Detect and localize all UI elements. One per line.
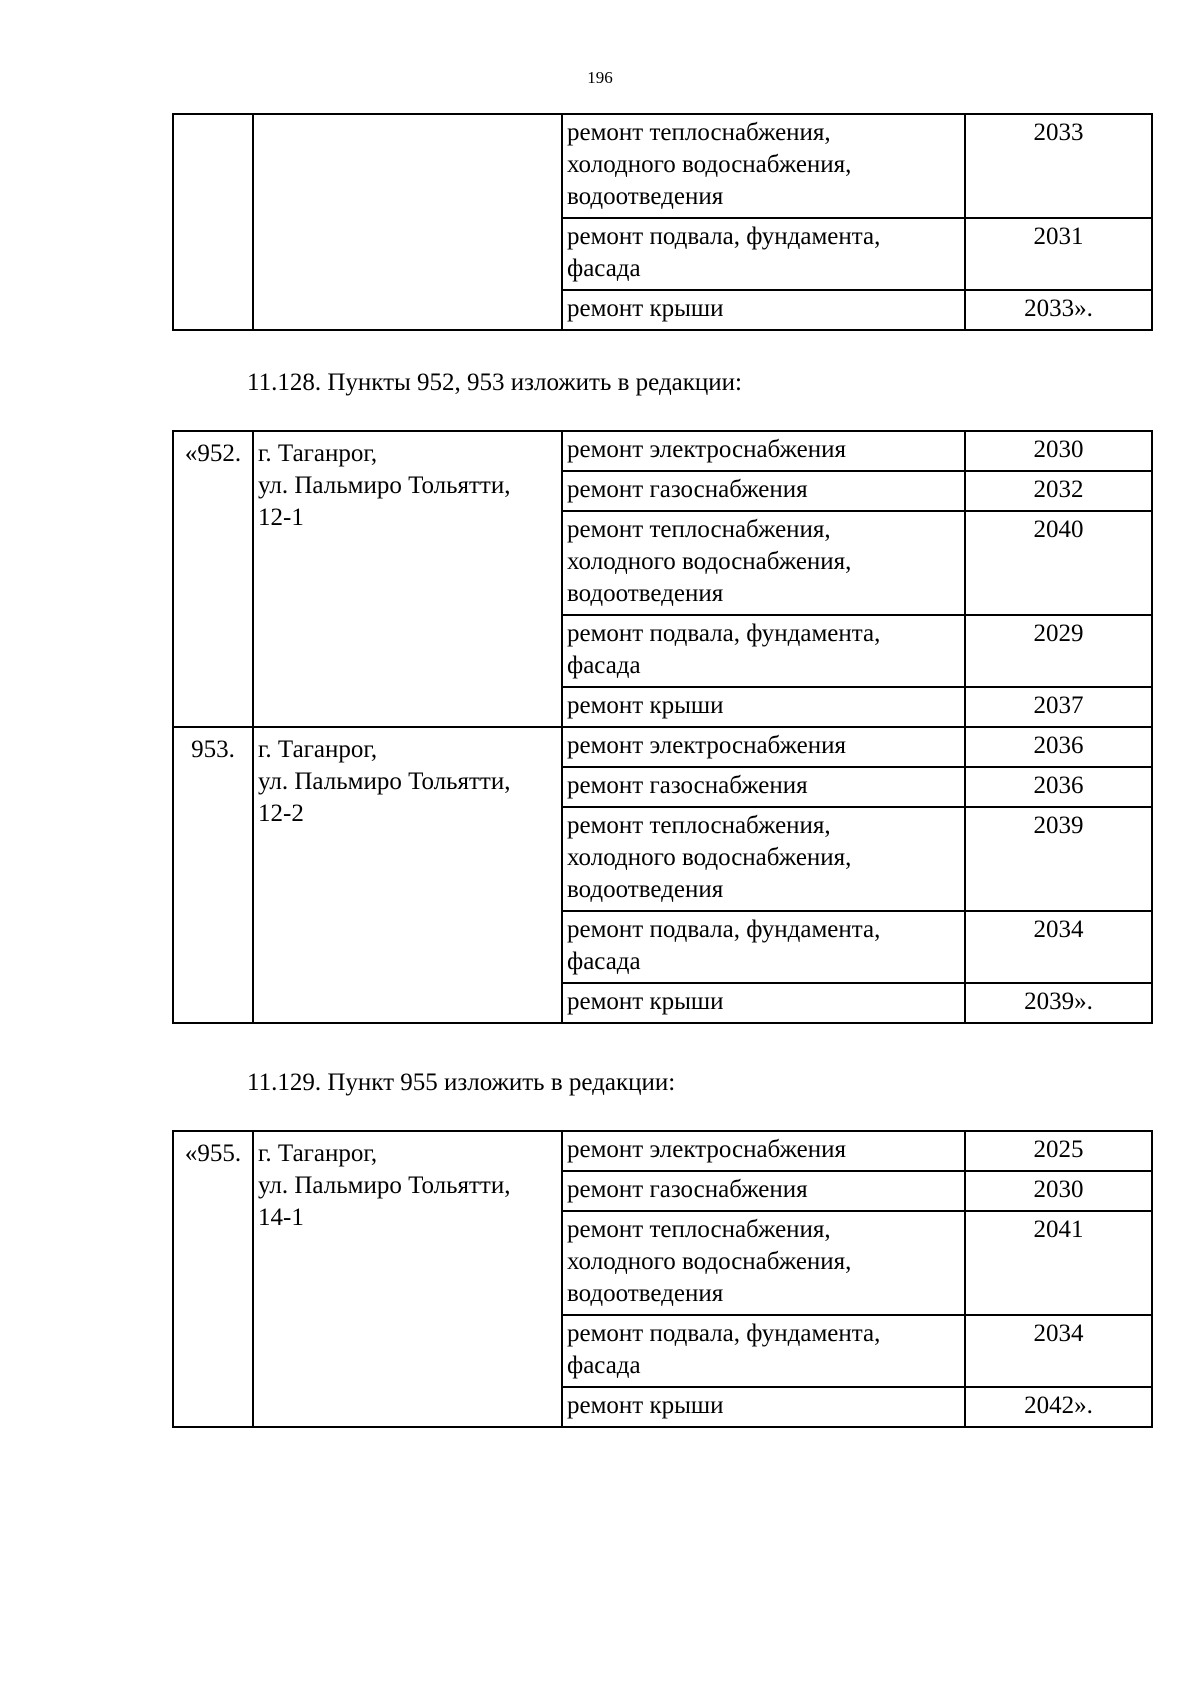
- work-type-cell: ремонт электроснабжения: [562, 1131, 965, 1171]
- year-cell: 2039: [965, 807, 1152, 911]
- work-type-cell: ремонт подвала, фундамента, фасада: [562, 615, 965, 687]
- year-cell: 2030: [965, 1171, 1152, 1211]
- work-type-cell: ремонт теплоснабжения, холодного водоснабжения, водоотведения: [562, 807, 965, 911]
- item-address: г. Таганрог, ул. Пальмиро Тольятти, 12-2: [253, 727, 562, 1023]
- year-cell: 2036: [965, 767, 1152, 807]
- year-cell: 2037: [965, 687, 1152, 727]
- table-continuation: [172, 113, 1153, 331]
- year-cell: 2033».: [965, 290, 1152, 330]
- item-address: г. Таганрог, ул. Пальмиро Тольятти, 14-1: [253, 1131, 562, 1427]
- item-number: 953.: [173, 727, 253, 1023]
- year-cell: 2042».: [965, 1387, 1152, 1427]
- year-cell: 2032: [965, 471, 1152, 511]
- work-type-cell: ремонт подвала, фундамента, фасада: [562, 1315, 965, 1387]
- item-address: г. Таганрог, ул. Пальмиро Тольятти, 12-1: [253, 431, 562, 727]
- year-cell: 2040: [965, 511, 1152, 615]
- year-cell: 2025: [965, 1131, 1152, 1171]
- year-cell: 2036: [965, 727, 1152, 767]
- work-type-cell: ремонт подвала, фундамента, фасада: [562, 218, 965, 290]
- work-type-cell: ремонт электроснабжения: [562, 727, 965, 767]
- work-type-cell: ремонт крыши: [562, 1387, 965, 1427]
- work-type-cell: ремонт электроснабжения: [562, 431, 965, 471]
- work-type-cell: ремонт крыши: [562, 983, 965, 1023]
- year-cell: 2034: [965, 911, 1152, 983]
- work-type-cell: ремонт крыши: [562, 290, 965, 330]
- work-type-cell: ремонт подвала, фундамента, фасада: [562, 911, 965, 983]
- year-cell: 2034: [965, 1315, 1152, 1387]
- paragraph-11-129: 11.129. Пункт 955 изложить в редакции:: [247, 1069, 676, 1096]
- address-cell: [253, 114, 562, 330]
- year-cell: 2039».: [965, 983, 1152, 1023]
- work-type-cell: ремонт крыши: [562, 687, 965, 727]
- table-row: [173, 431, 1152, 471]
- page-number: 196: [587, 68, 613, 87]
- work-type-cell: ремонт газоснабжения: [562, 767, 965, 807]
- work-type-cell: ремонт газоснабжения: [562, 1171, 965, 1211]
- year-cell: 2030: [965, 431, 1152, 471]
- table-row: [173, 727, 1152, 767]
- number-cell: [173, 114, 253, 330]
- paragraph-11-128: 11.128. Пункты 952, 953 изложить в редакции:: [247, 369, 742, 396]
- work-type-cell: ремонт теплоснабжения, холодного водоснабжения, водоотведения: [562, 1211, 965, 1315]
- work-type-cell: ремонт теплоснабжения, холодного водоснабжения, водоотведения: [562, 114, 965, 218]
- table-items-952-953: [172, 430, 1153, 1024]
- table-row: [173, 1131, 1152, 1171]
- item-number: «952.: [173, 431, 253, 727]
- item-number: «955.: [173, 1131, 253, 1427]
- year-cell: 2041: [965, 1211, 1152, 1315]
- table-row: [173, 114, 1152, 218]
- work-type-cell: ремонт теплоснабжения, холодного водоснабжения, водоотведения: [562, 511, 965, 615]
- year-cell: 2033: [965, 114, 1152, 218]
- table-item-955: [172, 1130, 1153, 1428]
- year-cell: 2029: [965, 615, 1152, 687]
- work-type-cell: ремонт газоснабжения: [562, 471, 965, 511]
- year-cell: 2031: [965, 218, 1152, 290]
